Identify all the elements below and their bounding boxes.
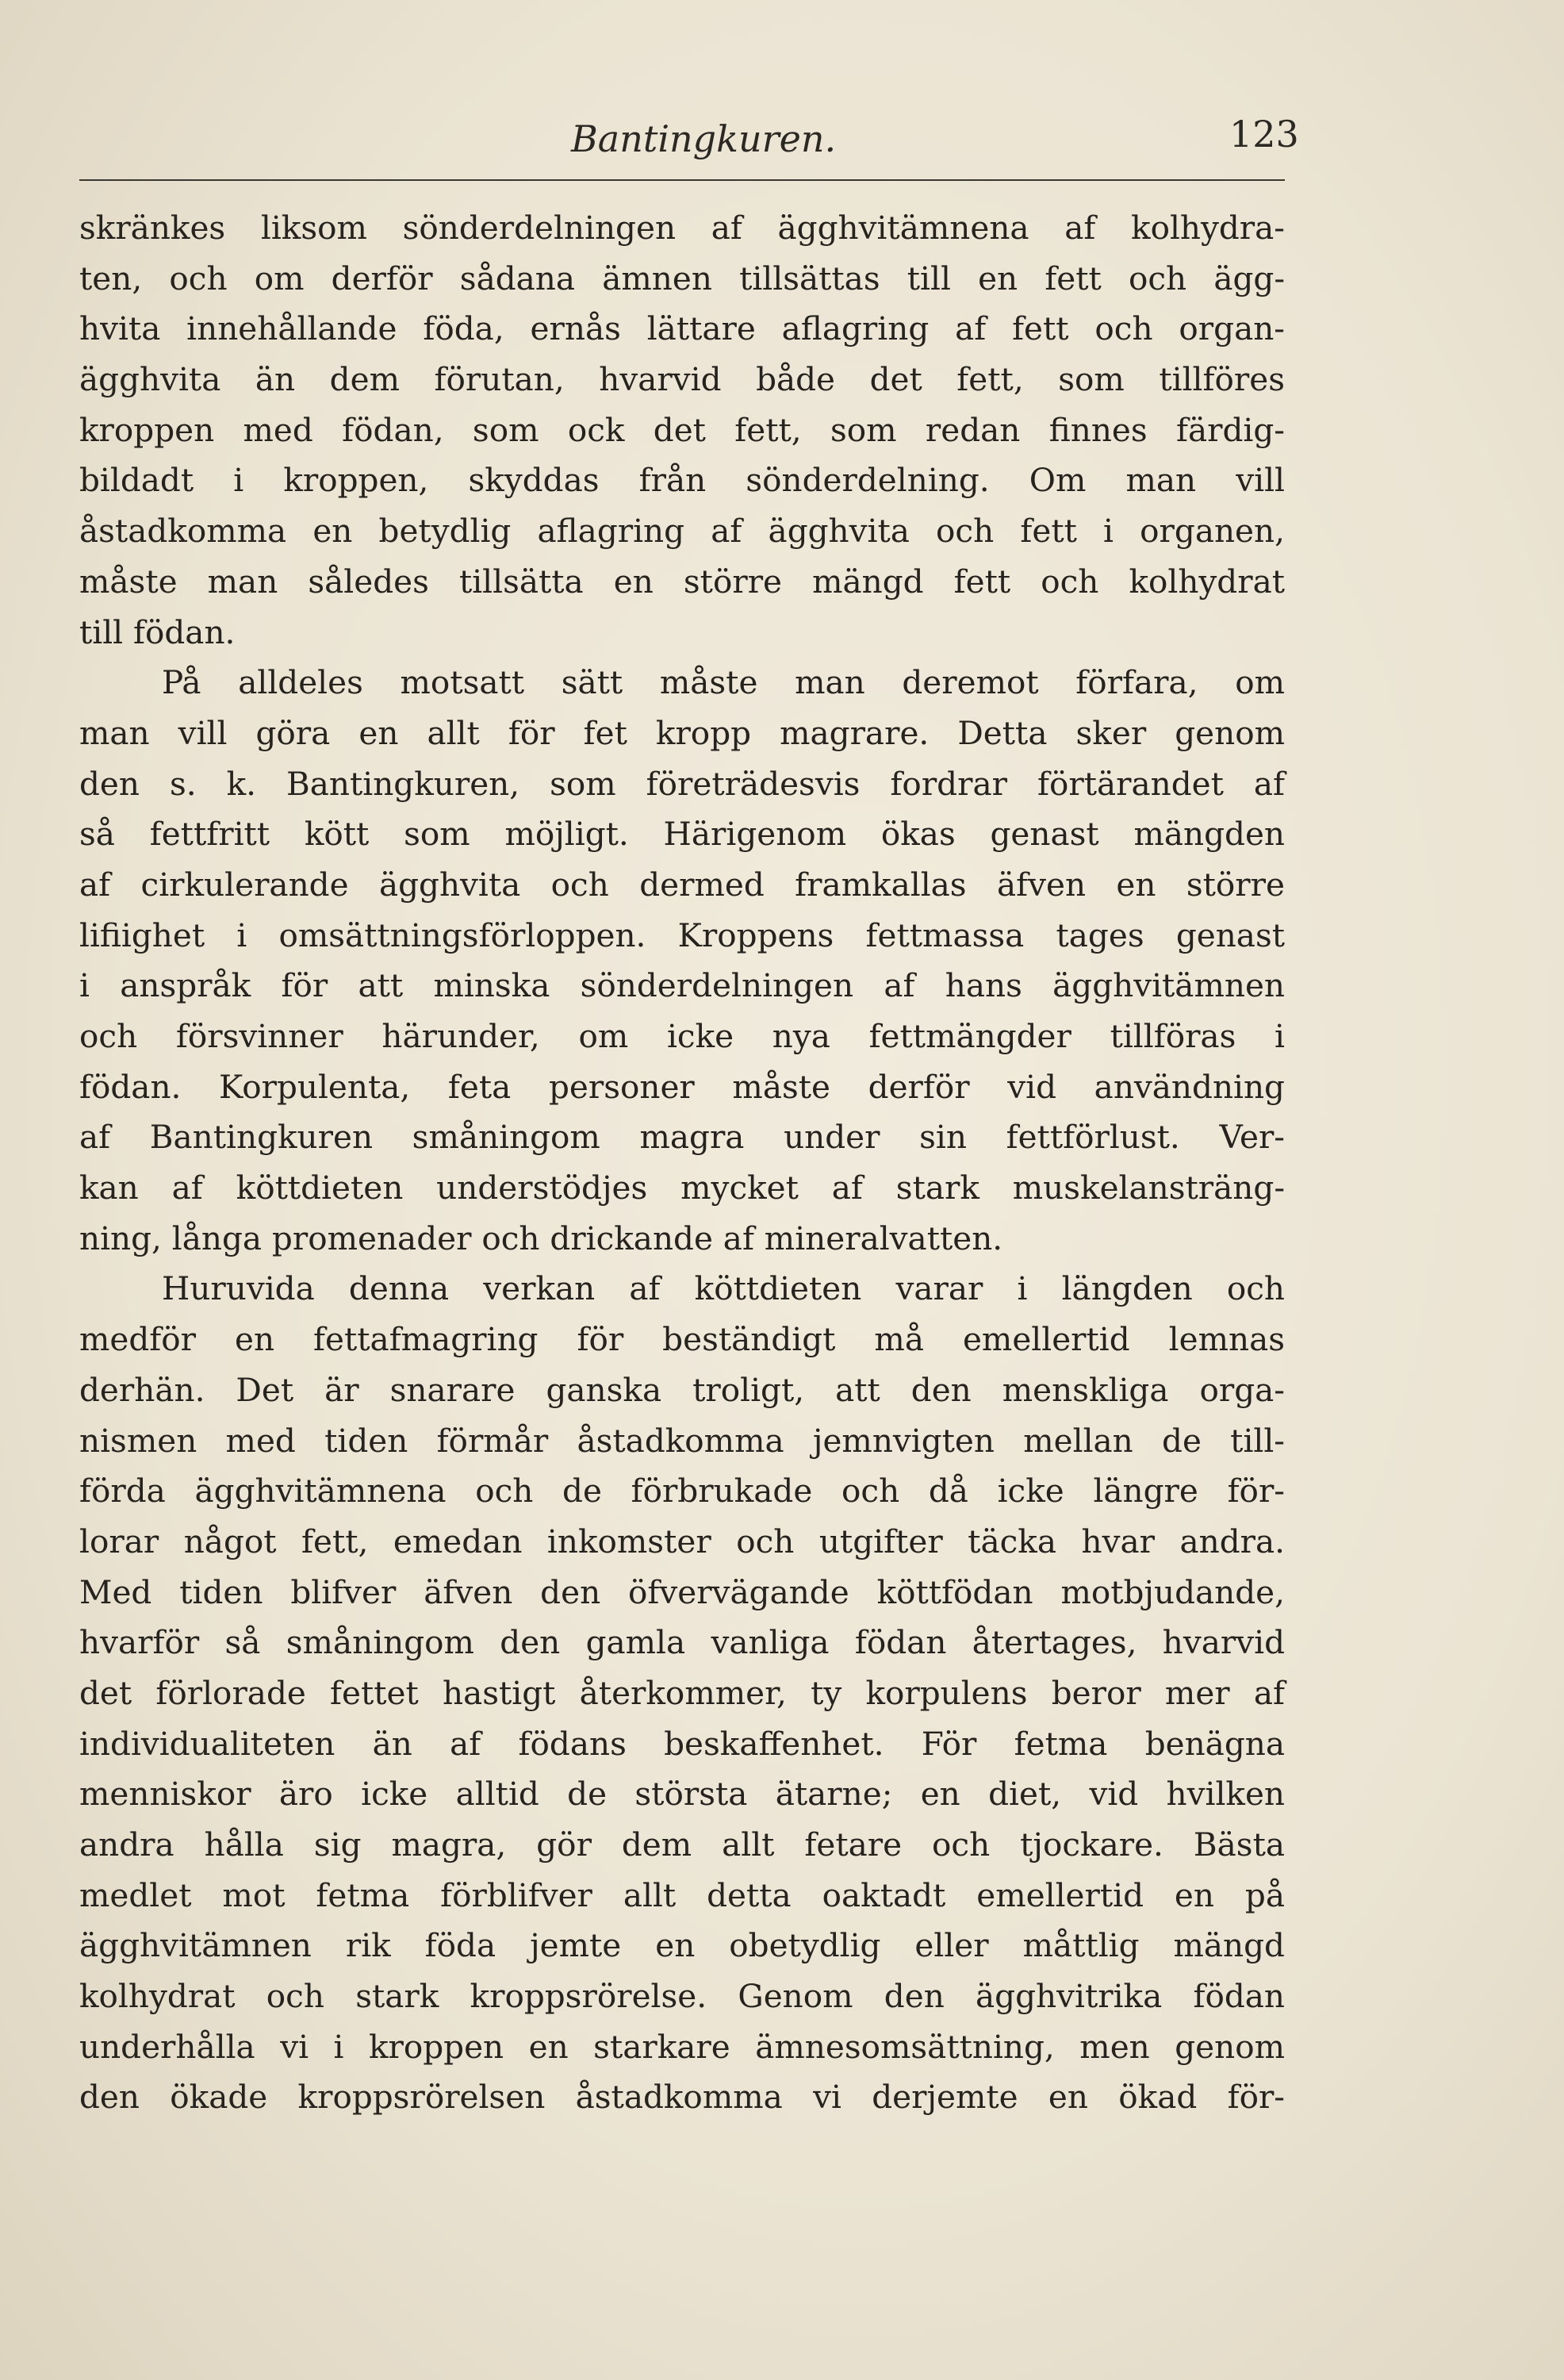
text-line: bildadt i kroppen, skyddas från sönderdelning. Om man vill [79,461,1285,500]
text-line: till födan. [79,612,236,651]
text-line: födan. Korpulenta, feta personer måste derför vid användning [79,1067,1285,1106]
text-line: måste man således tillsätta en större mängd fett och kolhydrat [79,562,1285,601]
text-line: kan af köttdieten understödjes mycket af stark muskelansträng- [79,1169,1285,1207]
text-line: förda ägghvitämnena och de förbrukade och då icke längre för- [79,1472,1285,1511]
text-line: kolhydrat och stark kroppsrörelse. Genom den ägghvitrika födan [79,1977,1285,2016]
page-header [79,103,1299,182]
text-line: hvita innehållande föda, ernås lättare aflagring af fett och organ- [79,309,1285,348]
text-line: skränkes liksom sönderdelningen af ägghvitämnena af kolhydra- [79,209,1285,247]
text-line: På alldeles motsatt sätt måste man deremot förfara, om [162,663,1285,702]
text-line: ten, och om derför sådana ämnen tillsättas till en fett och ägg- [79,259,1285,298]
text-line: af cirkulerande ägghvita och dermed framkallas äfven en större [79,865,1285,904]
running-title: Bantingkuren. [571,117,837,160]
body-text [79,203,1285,2123]
text-line: underhålla vi i kroppen en starkare ämnesomsättning, men genom [79,2027,1285,2066]
page-number: 123 [1229,113,1299,155]
text-line: den s. k. Bantingkuren, som företrädesvis fordrar förtärandet af [79,764,1285,803]
text-line: ning, långa promenader och drickande af mineralvatten. [79,1219,1003,1257]
text-line: i anspråk för att minska sönderdelningen af hans ägghvitämnen [79,966,1285,1005]
text-line: nismen med tiden förmår åstadkomma jemnvigten mellan de till- [79,1421,1285,1460]
text-line: andra hålla sig magra, gör dem allt fetare och tjockare. Bästa [79,1825,1285,1864]
text-line: individualiteten än af födans beskaffenhet. För fetma benägna [79,1724,1285,1763]
header-rule [79,179,1285,181]
text-line: det förlorade fettet hastigt återkommer, ty korpulens beror mer af [79,1673,1285,1712]
text-line: så fettfritt kött som möjligt. Härigenom ökas genast mängden [79,815,1285,854]
text-line: ägghvitämnen rik föda jemte en obetydlig eller måttlig mängd [79,1926,1285,1965]
text-line: och försvinner härunder, om icke nya fettmängder tillföras i [79,1017,1285,1055]
text-line: medlet mot fetma förblifver allt detta oaktadt emellertid en på [79,1875,1285,1914]
text-line: lifiighet i omsättningsförloppen. Kroppens fettmassa tages genast [79,916,1285,954]
text-line: derhän. Det är snarare ganska troligt, att den menskliga orga- [79,1370,1285,1409]
text-line: kroppen med födan, som ock det fett, som redan finnes färdig- [79,410,1285,449]
text-line: ägghvita än dem förutan, hvarvid både det fett, som tillföres [79,360,1285,399]
text-line: Med tiden blifver äfven den öfvervägande köttfödan motbjudande, [79,1572,1285,1611]
text-line: lorar något fett, emedan inkomster och utgifter täcka hvar andra. [79,1522,1285,1560]
text-line: man vill göra en allt för fet kropp magrare. Detta sker genom [79,713,1285,752]
text-line: menniskor äro icke alltid de största ätarne; en diet, vid hvilken [79,1775,1285,1814]
text-line: hvarför så småningom den gamla vanliga födan återtages, hvarvid [79,1623,1285,1662]
text-line: åstadkomma en betydlig aflagring af ägghvita och fett i organen, [79,512,1285,551]
text-line: den ökade kroppsrörelsen åstadkomma vi derjemte en ökad för- [79,2078,1285,2117]
text-line: medför en fettafmagring för beständigt må emellertid lemnas [79,1320,1285,1359]
text-line: af Bantingkuren småningom magra under sin fettförlust. Ver- [79,1118,1285,1157]
text-line: Huruvida denna verkan af köttdieten varar i längden och [162,1269,1285,1308]
